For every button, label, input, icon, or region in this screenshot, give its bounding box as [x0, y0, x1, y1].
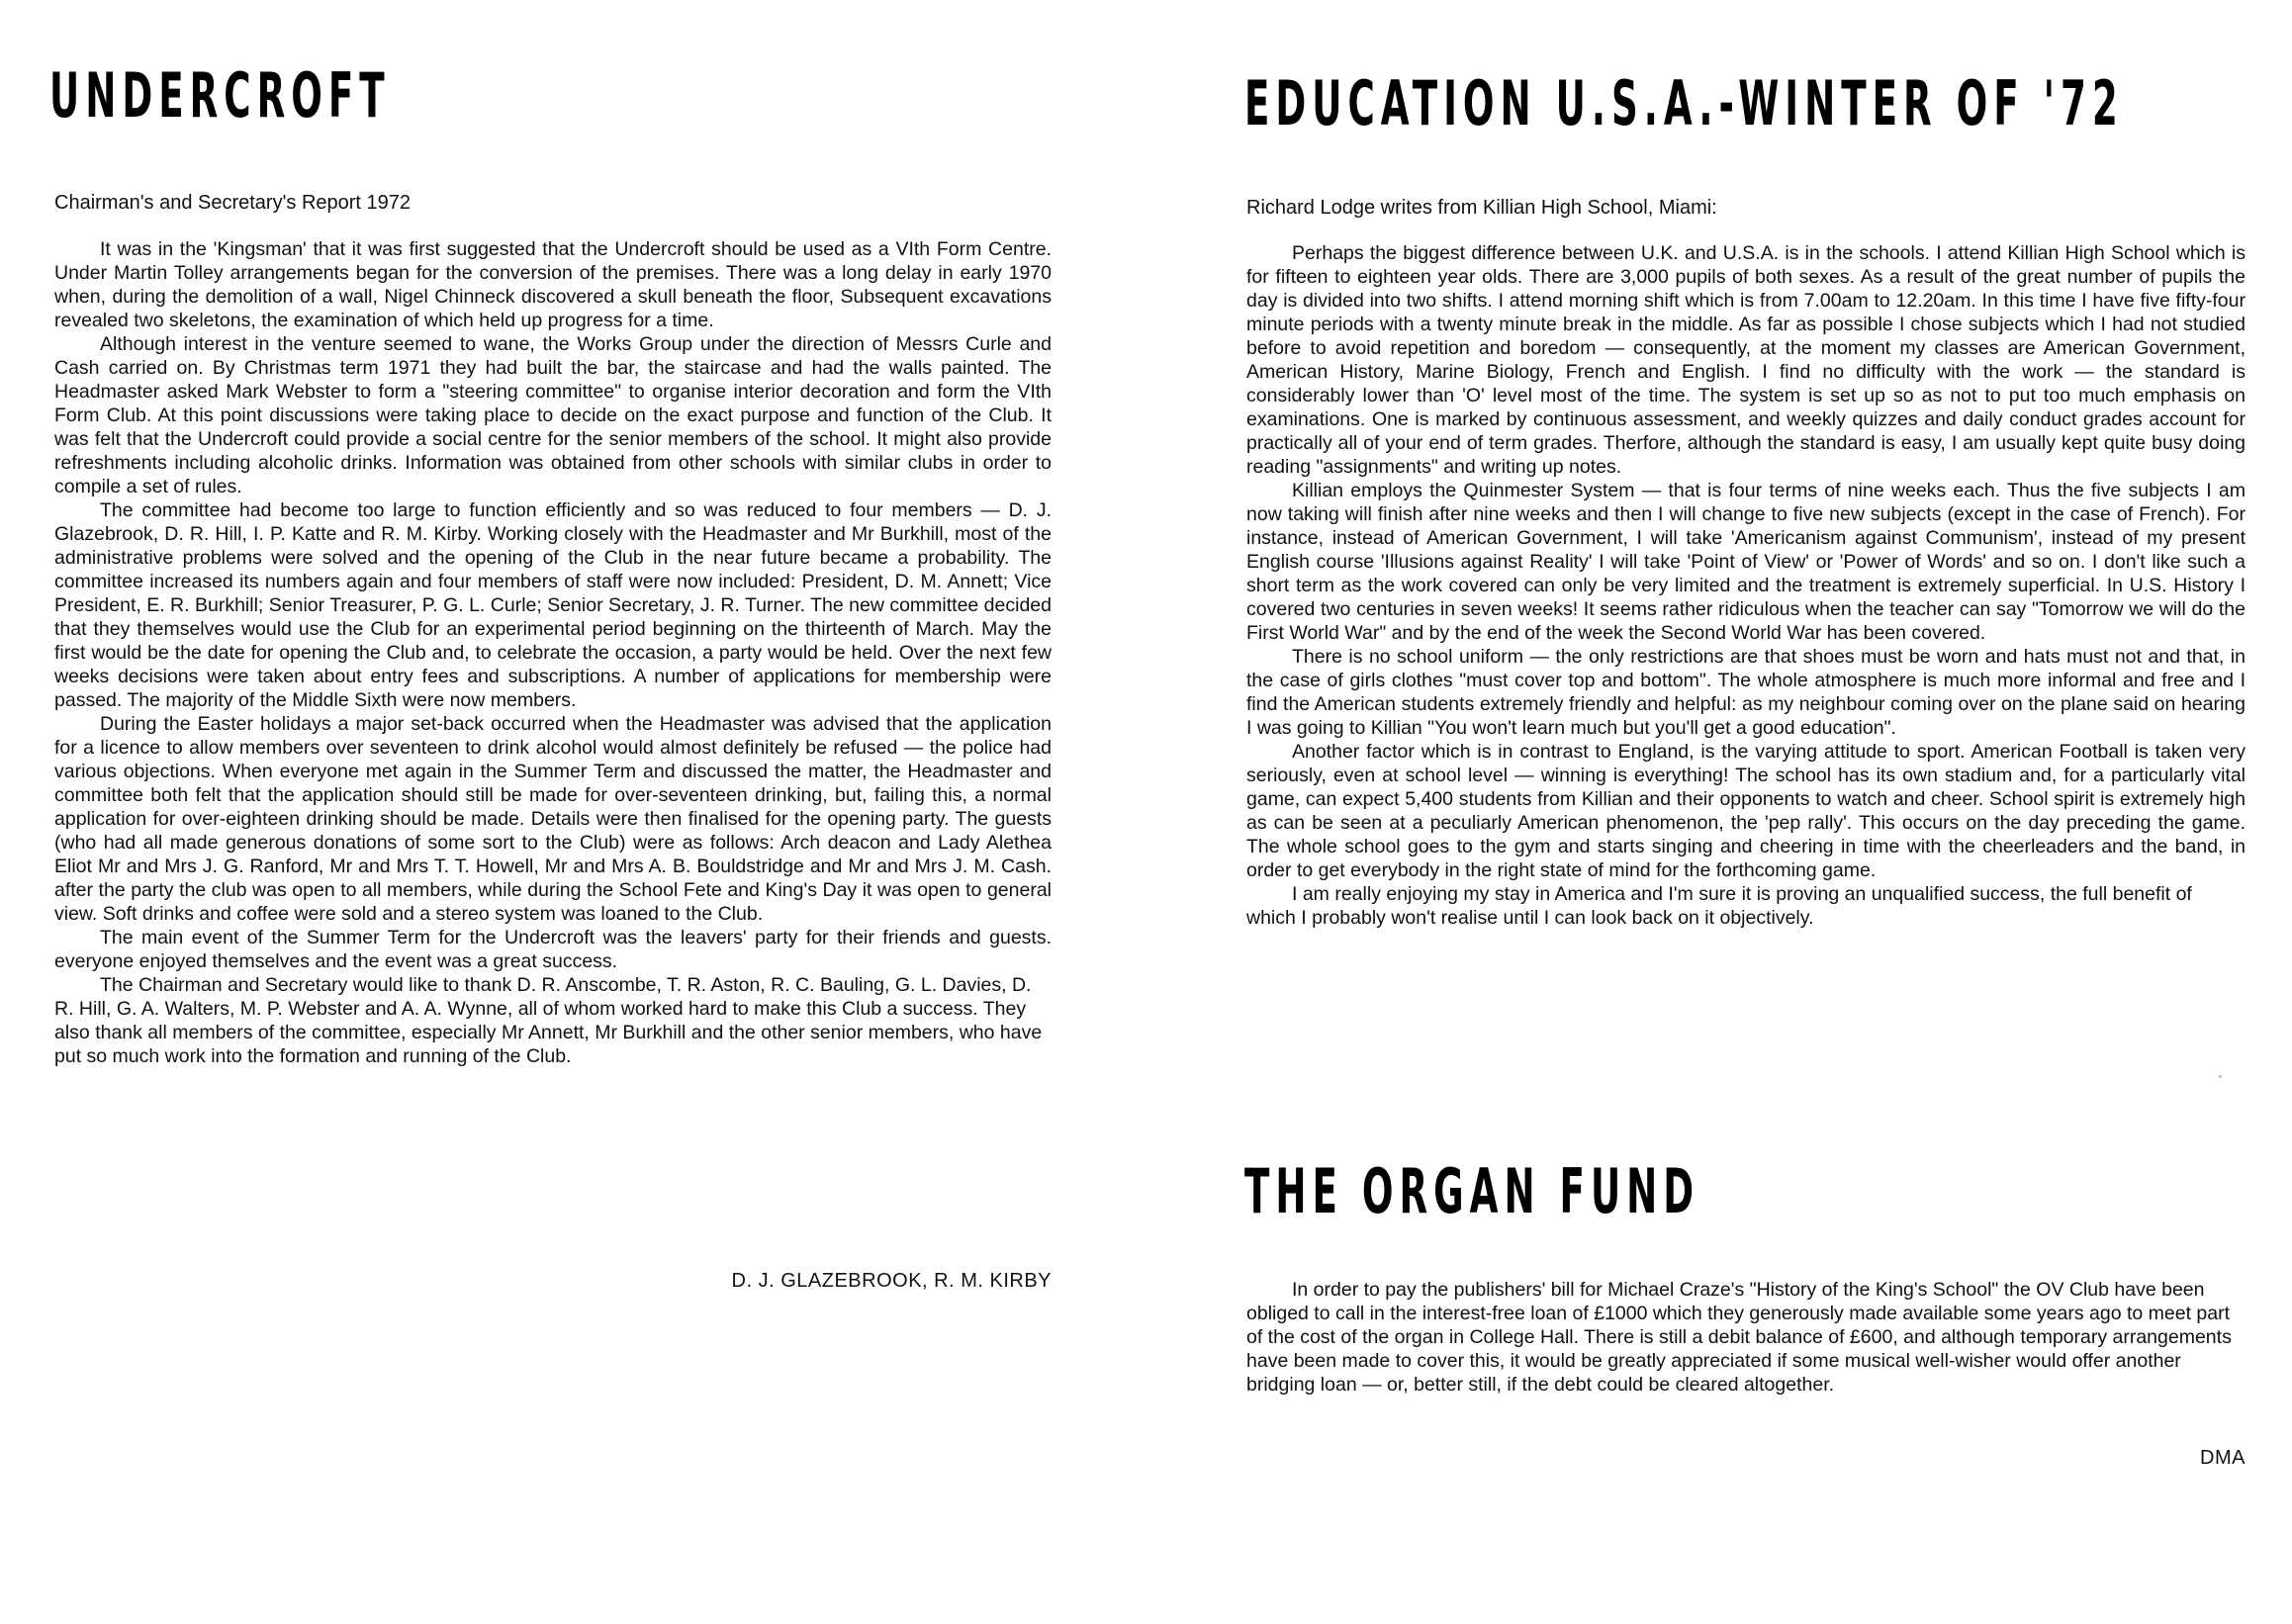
undercroft-subtitle: Chairman's and Secretary's Report 1972	[54, 192, 412, 214]
undercroft-paragraph: The main event of the Summer Term for the Undercroft was the leavers' party for their friends and guests. everyone enjoyed themselves and the event was a great success.	[54, 927, 1052, 972]
education-paragraph: I am really enjoying my stay in America and I'm sure it is proving an unqualified success, the full benefit of which I probably won't realise until I can look back on it objectively.	[1246, 883, 2192, 929]
education-paragraph: Killian employs the Quinmester System — that is four terms of nine weeks each. Thus the five subjects I am now taking will finish after nine weeks and then I will change to five new subjects (except in the case of French). For instance, instead of American Government, I will take 'Americanism against Communism', instead of my present English course 'Illusions against Reality' I will take 'Point of View' or 'Power of Words' and so on. I don't like such a short term as the work covered can only be very limited and the treatment is extremely superficial. In U.S. History I covered two centuries in seven weeks! It seems rather ridiculous when the teacher can say "Tomorrow we will do the First World War" and by the end of the week the Second World War has been covered.	[1246, 480, 2246, 644]
organ-fund-title: THE ORGAN FUND	[1244, 1155, 1700, 1227]
right-page	[1146, 0, 2292, 1624]
education-paragraph: Perhaps the biggest difference between U.K. and U.S.A. is in the schools. I attend Killian High School which is for fifteen to eighteen year olds. There are 3,000 pupils of both sexes. As a result of the great number of pupils the day is divided into two shifts. I attend morning shift which is from 7.00am to 12.20am. In this time I have five fifty-four minute periods with a twenty minute break in the middle. As far as possible I chose subjects which I had not studied before to avoid repetition and boredom — consequently, at the moment my classes are American Government, American History, Marine Biology, French and English. I find no difficulty with the work — the standard is considerably lower than 'O' level most of the time. The system is set up so as not to put too much emphasis on examinations. One is marked by continuous assessment, and weekly quizzes and daily conduct grades account for practically all of your end of term grades. Therfore, although the standard is easy, I am usually kept quite busy doing reading "assignments" and writing up notes.	[1246, 242, 2246, 478]
education-body	[1246, 241, 2246, 930]
undercroft-paragraph: It was in the 'Kingsman' that it was first suggested that the Undercroft should be used as a VIth Form Centre. Under Martin Tolley arrangements began for the conversion of the premises. There was a long delay in early 1970 when, during the demolition of a wall, Nigel Chinneck discovered a skull beneath the floor, Subsequent excavations revealed two skeletons, the examination of which held up progress for a time.	[54, 238, 1052, 331]
undercroft-title: UNDERCROFT	[49, 59, 391, 132]
organ-fund-body	[1246, 1278, 2246, 1397]
education-paragraph: Another factor which is in contrast to England, is the varying attitude to sport. American Football is taken very seriously, even at school level — winning is everything! The school has its own stadium and, for a particularly vital game, can expect 5,400 students from Killian and their opponents to watch and cheer. School spirit is extremely high as can be seen at a peculiarly American phenomenon, the 'pep rally'. This occurs on the day preceding the game. The whole school goes to the gym and starts singing and cheering in time with the cheerleaders and the band, in order to get everybody in the right state of mind for the forthcoming game.	[1246, 741, 2246, 881]
undercroft-paragraph: The committee had become too large to function efficiently and so was reduced to four members — D. J. Glazebrook, D. R. Hill, I. P. Katte and R. M. Kirby. Working closely with the Headmaster and Mr Burkhill, most of the administrative problems were solved and the opening of the Club in the near future became a probability. The committee increased its numbers again and four members of staff were now included: President, D. M. Annett; Vice President, E. R. Burkhill; Senior Treasurer, P. G. L. Curle; Senior Secretary, J. R. Turner. The new committee decided that they themselves would use the Club for an experimental period beginning on the thirteenth of March. May the first would be the date for opening the Club and, to celebrate the occasion, a party would be held. Over the next few weeks decisions were taken about entry fees and subscriptions. A number of applications for membership were passed. The majority of the Middle Sixth were now members.	[54, 499, 1052, 711]
education-paragraph: There is no school uniform — the only restrictions are that shoes must be worn and hats must not and that, in the case of girls clothes "must cover top and bottom". The whole atmosphere is much more informal and free and I find the American students extremely friendly and helpful: as my neighbour coming over on the plane said on hearing I was going to Killian "You won't learn much but you'll get a good education".	[1246, 646, 2246, 739]
organ-fund-paragraph: In order to pay the publishers' bill for Michael Craze's "History of the King's School" the OV Club have been obliged to call in the interest-free loan of £1000 which they generously made available some years ago to meet part of the cost of the organ in College Hall. There is still a debit balance of £600, and although temporary arrangements have been made to cover this, it would be greatly appreciated if some musical well-wisher would offer another bridging loan — or, better still, if the debt could be cleared altogether.	[1246, 1279, 2232, 1396]
undercroft-paragraph: Although interest in the venture seemed to wane, the Works Group under the direction of Messrs Curle and Cash carried on. By Christmas term 1971 they had built the bar, the staircase and had the walls painted. The Headmaster asked Mark Webster to form a "steering committee" to organise interior decoration and form the VIth Form Club. At this point discussions were taking place to decide on the exact purpose and function of the Club. It was felt that the Undercroft could provide a social centre for the senior members of the school. It might also provide refreshments including alcoholic drinks. Information was obtained from other schools with similar clubs in order to compile a set of rules.	[54, 333, 1052, 497]
undercroft-body	[54, 237, 1052, 1068]
organ-fund-signature: DMA	[2200, 1447, 2246, 1469]
undercroft-signature: D. J. GLAZEBROOK, R. M. KIRBY	[731, 1270, 1052, 1292]
undercroft-paragraph: During the Easter holidays a major set-back occurred when the Headmaster was advised that the application for a licence to allow members over seventeen to drink alcohol would almost definitely be refused — the police had various objections. When everyone met again in the Summer Term and discussed the matter, the Headmaster and committee both felt that the application should still be made for over-seventeen drinking, but, failing this, a normal application for over-eighteen drinking should be made. Details were then finalised for the opening party. The guests (who had all made generous donations of some sort to the Club) were as follows: Arch deacon and Lady Alethea Eliot Mr and Mrs J. G. Ranford, Mr and Mrs T. T. Howell, Mr and Mrs A. B. Bouldstridge and Mr and Mrs J. M. Cash. after the party the club was open to all members, while during the School Fete and King's Day it was open to general view. Soft drinks and coffee were sold and a stereo system was loaned to the Club.	[54, 713, 1052, 925]
page-mark	[2219, 1075, 2222, 1078]
education-title: EDUCATION U.S.A.-WINTER OF '72	[1244, 67, 2124, 139]
undercroft-paragraph: The Chairman and Secretary would like to thank D. R. Anscombe, T. R. Aston, R. C. Bauling, G. L. Davies, D. R. Hill, G. A. Walters, M. P. Webster and A. A. Wynne, all of whom worked hard to make this Club a success. They also thank all members of the committee, especially Mr Annett, Mr Burkhill and the other senior members, who have put so much work into the formation and running of the Club.	[54, 974, 1043, 1067]
education-intro: Richard Lodge writes from Killian High School, Miami:	[1246, 197, 1717, 219]
